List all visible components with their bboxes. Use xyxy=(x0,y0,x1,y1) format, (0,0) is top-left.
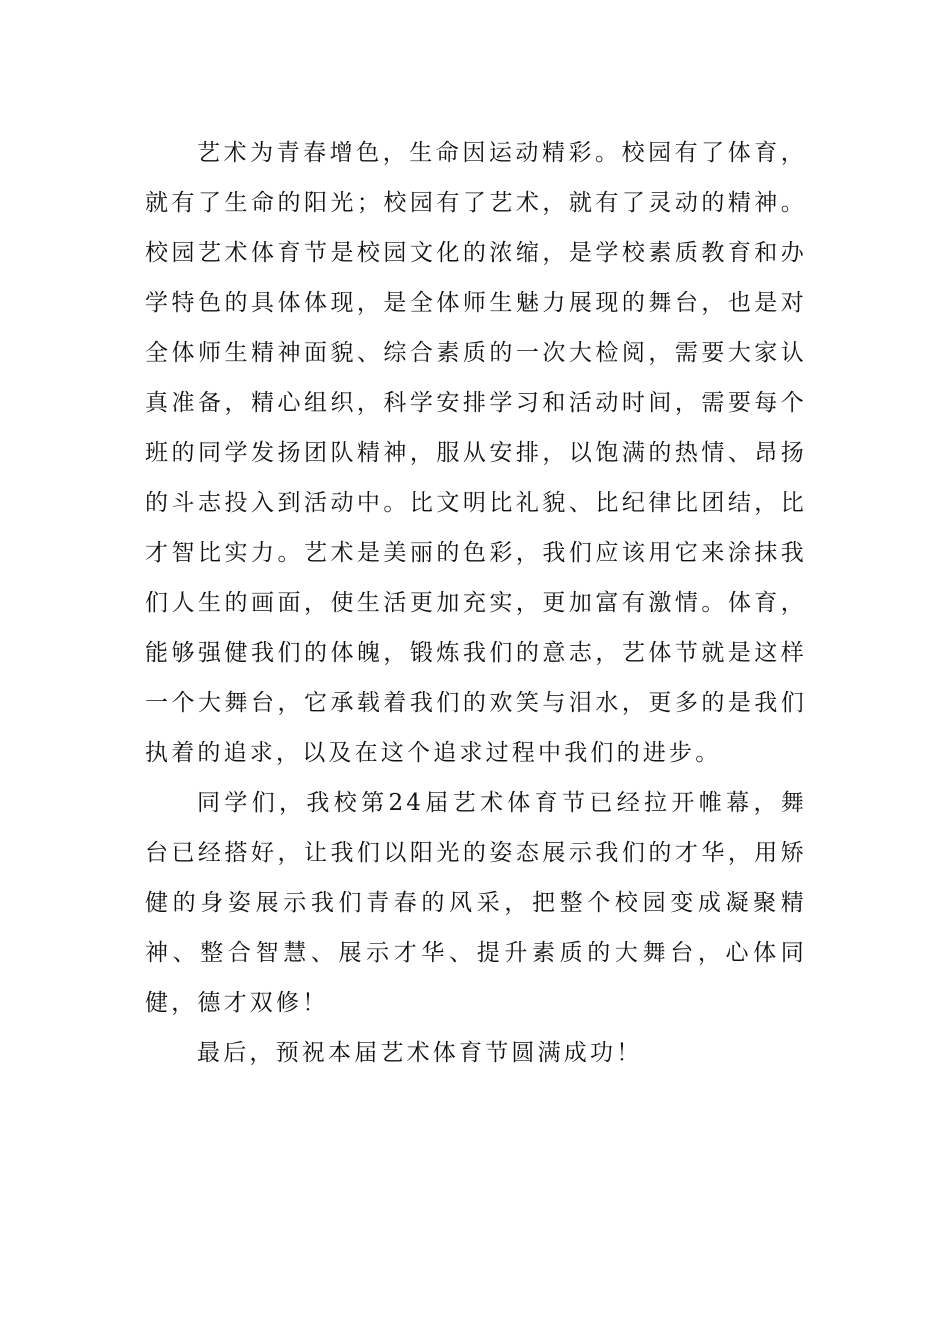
paragraph-1: 艺术为青春增色，生命因运动精彩。校园有了体育，就有了生命的阳光；校园有了艺术，就有了灵动的精神。校园艺术体育节是校园文化的浓缩，是学校素质教育和办学特色的具体体现，是全体师生魅力展现的舞台，也是对全体师生精神面貌、综合素质的一次大检阅，需要大家认真准备，精心组织，科学安排学习和活动时间，需要每个班的同学发扬团队精神，服从安排，以饱满的热情、昂扬的斗志投入到活动中。比文明比礼貌、比纪律比团结，比才智比实力。艺术是美丽的色彩，我们应该用它来涂抹我们人生的画面，使生活更加充实，更加富有激情。体育，能够强健我们的体魄，锻炼我们的意志，艺体节就是这样一个大舞台，它承载着我们的欢笑与泪水，更多的是我们执着的追求，以及在这个追求过程中我们的进步。 xyxy=(145,140,807,766)
paragraph-2: 同学们，我校第24届艺术体育节已经拉开帷幕，舞台已经搭好，让我们以阳光的姿态展示我们的才华，用矫健的身姿展示我们青春的风采，把整个校园变成凝聚精神、整合智慧、展示才华、提升素质的大舞台，心体同健，德才双修！ xyxy=(145,790,807,1016)
paragraph-3: 最后，预祝本届艺术体育节圆满成功！ xyxy=(197,1040,643,1066)
document-body xyxy=(145,128,807,1078)
